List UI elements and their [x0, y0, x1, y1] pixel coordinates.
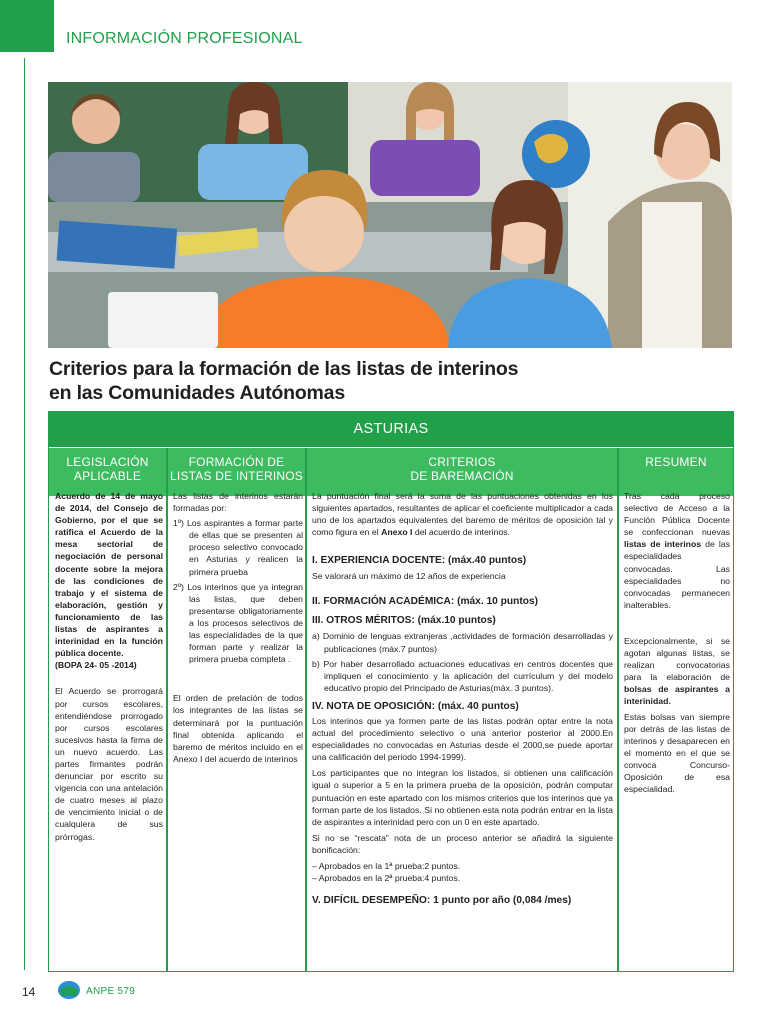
anpe-logo-icon	[57, 980, 81, 1000]
column-header-line: APLICABLE	[73, 469, 142, 483]
legislacion-title: Acuerdo de 14 de mayo de 2014, del Consejo de Gobierno, por el que se ratifica el Acuerdo de la mesa sectorial de negociación de personal docente sobre la mejora de las condiciones de trabajo y el sistema de elaboración, gestión y funcionamiento de las listas de aspirantes a interinidad en la función pública docente.	[55, 491, 163, 659]
criterio-heading-2: II. FORMACIÓN ACADÉMICA: (máx. 10 puntos)	[312, 596, 539, 608]
region-header: ASTURIAS	[49, 412, 733, 447]
legislacion-bopa: (BOPA 24- 05 -2014)	[55, 660, 137, 671]
criterio-text-4a: Los interinos que ya formen parte de las listas podrán optar entre la nota actual del procedimiento selectivo o una anterior posterior al 2000.En especialidades no convocadas en Asturias desde el 2000,se puede aportar una calificación del periodo 1994-1999).	[312, 715, 613, 763]
criterio-heading-5: V. DIFÍCIL DESEMPEÑO: 1 punto por año (0,084 /mes)	[312, 895, 572, 907]
resumen-p1	[624, 490, 730, 611]
formacion-cell	[173, 490, 303, 765]
criterios-cell	[312, 490, 613, 907]
resumen-p2-text: Excepcionalmente, si se agotan algunas listas, se realizan convocatorias para la elaboración de	[624, 635, 730, 683]
criterio-text-3a: a) Dominio de lenguas extranjeras ,actividades de formación desarrolladas y publicaciones (máx.7 puntos)	[312, 631, 613, 654]
criterio-text-4e: – Aprobados en la 2ª prueba:4 puntos.	[312, 873, 461, 884]
formacion-intro: Las listas de interinos estarán formadas por:	[173, 491, 303, 514]
column-divider	[617, 448, 619, 971]
classroom-photo	[48, 82, 732, 348]
page-number: 14	[22, 985, 36, 999]
criterio-heading-1: I. EXPERIENCIA DOCENTE: (máx.40 puntos)	[312, 555, 527, 567]
resumen-p1-end: de las especialidades convocadas. Las especialidades no convocadas permanecen inalterables.	[624, 539, 730, 610]
criterio-heading-3: III. OTROS MÉRITOS: (máx.10 puntos)	[312, 615, 496, 627]
column-header-line: RESUMEN	[645, 455, 707, 469]
section-title: INFORMACIÓN PROFESIONAL	[66, 30, 303, 47]
headline-line-1: Criterios para la formación de las listas de interinos	[49, 358, 519, 380]
article-headline	[49, 357, 729, 405]
criterio-text-1: Se valorará un máximo de 12 años de experiencia	[312, 571, 506, 582]
criterio-text-4c: Si no se “rescata” nota de un proceso anterior se añadirá la siguiente bonificación:	[312, 832, 613, 855]
column-header-line: FORMACIÓN DE	[188, 455, 285, 469]
criterio-text-4d: – Aprobados en la 1ª prueba:2 puntos.	[312, 860, 461, 871]
corner-block	[0, 0, 54, 52]
legislacion-prorroga: El Acuerdo se prorrogará por cursos escolares, entendiéndose prorrogado por cursos escolares sucesivos hasta la firma de un nuevo acuerdo. Las partes firmantes podrán denunciar por escrito su vigencia con una antelación de cuatro meses al plazo de vencimiento inicial o de cualquiera de sus prórrogas.	[55, 686, 163, 842]
criterio-text-4b: Los participantes que no integran los listados, si obtienen una calificación igual o superior a 5 en la primera prueba de la oposición, podrán computar puntuación en este apartado con los mismos criterios que los interinos que ya forman parte de los listados. Si no obtienen esta nota podrán entrar en la lista de aspirantes a interinidad pero con un 0 en este apartado.	[312, 768, 613, 827]
criterios-intro-end: del acuerdo de interinos.	[414, 527, 511, 538]
column-header-formacion	[168, 448, 305, 496]
column-divider	[166, 448, 168, 971]
column-header-line: CRITERIOS	[428, 455, 496, 469]
resumen-p2	[624, 635, 730, 708]
column-header-resumen	[619, 448, 733, 496]
column-divider	[305, 448, 307, 971]
column-header-line: DE BAREMACIÓN	[410, 469, 514, 483]
formacion-orden: El orden de prelación de todos los integrantes de las listas se determinará por la puntuación final obtenida aplicando el baremo de méritos incluido en el Anexo I del acuerdo de interinos	[173, 693, 303, 764]
column-header-criterios	[307, 448, 617, 496]
publication-name: ANPE 579	[86, 986, 136, 997]
margin-rule	[24, 58, 25, 970]
resumen-p1-bold: listas de interinos	[624, 539, 702, 550]
criterios-anexo: Anexo I	[381, 527, 413, 538]
criterios-intro-text: La puntuación final será la suma de las puntuaciones obtenidas en los siguientes apartados, resultantes de aplicar el coeficiente multiplicador a cada uno de los apartados equivalentes del baremo de méritos de oposición tal y como figura en el	[312, 491, 613, 538]
resumen-p1-text: Tras cada proceso selectivo de Acceso a la Función Pública Docente se confeccionan nuevas	[624, 491, 730, 538]
headline-line-2: en las Comunidades Autónomas	[49, 382, 345, 404]
criterios-intro	[312, 490, 613, 538]
formacion-item-2: 2º) Los interinos que ya integran las listas, que deben presentarse obligatoriamente a los procesos selectivos de las especialidades de la que forman parte y realizar la primera prueba completa .	[173, 581, 303, 665]
formacion-item-1: 1º) Los aspirantes a formar parte de ellas que se presenten al proceso selectivo convocado en Asturias y realicen la primera prueba	[173, 518, 303, 577]
classroom-illustration	[48, 82, 732, 348]
column-header-legislacion	[49, 448, 166, 496]
column-header-line: LEGISLACIÓN	[66, 455, 149, 469]
criterio-text-3b: b) Por haber desarrollado actuaciones educativas en centros docentes que impliquen el conocimiento y la aplicación del currículum y del modelo educativo propio del Principado de Asturias(máx. 3 puntos).	[312, 658, 613, 693]
criteria-table	[48, 411, 734, 972]
legislacion-cell	[55, 490, 163, 843]
resumen-cell	[624, 490, 730, 795]
resumen-p3: Estas bolsas van siempre por detrás de las listas de interinos y desaparecen en el momento en el que se convoca Concurso-Oposición de esa especialidad.	[624, 711, 730, 795]
resumen-p2-bold: bolsas de aspirantes a interinidad.	[624, 684, 730, 707]
criterio-heading-4: IV. NOTA DE OPOSICIÓN: (máx. 40 puntos)	[312, 700, 519, 712]
column-header-line: LISTAS DE INTERINOS	[170, 469, 303, 483]
